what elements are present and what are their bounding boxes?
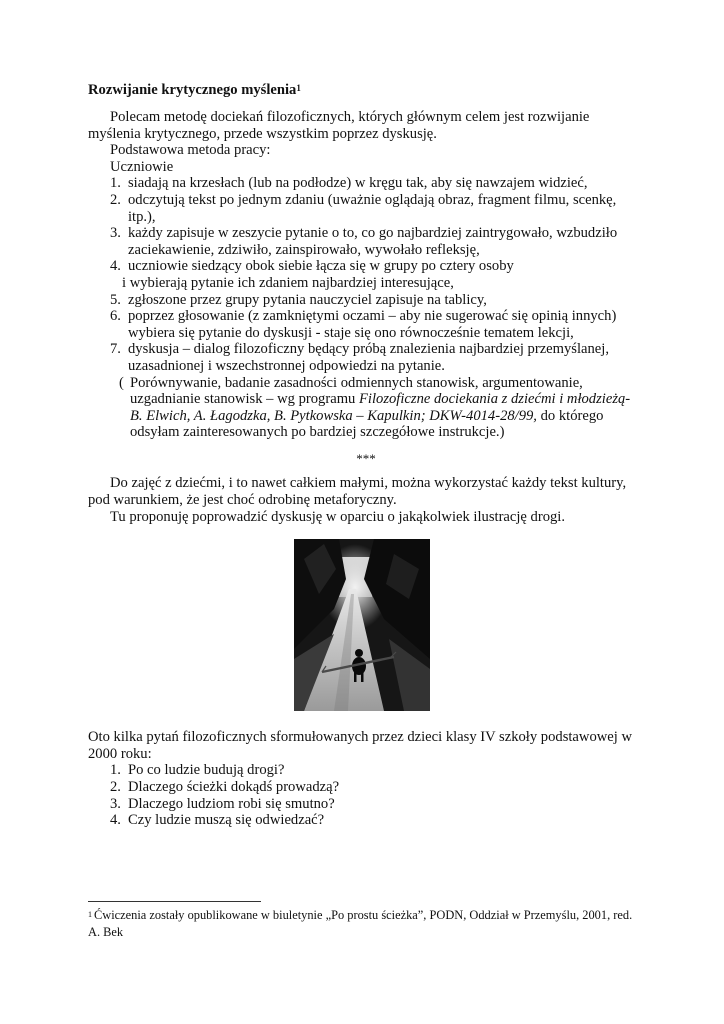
method-heading: Podstawowa metoda pracy: bbox=[110, 142, 271, 159]
steps-list bbox=[88, 175, 644, 374]
footnote-mark: 1 bbox=[88, 910, 92, 919]
footnote-ref: 1 bbox=[296, 83, 301, 93]
list-item-text: odczytują tekst po jednym zdaniu (uważnie oglądają obraz, fragment filmu, scenkę, itp.), bbox=[128, 191, 617, 225]
program-citation: Filozoficzne dociekania z dziećmi i młodzieżą- B. Elwich, A. Łagodzka, B. Pytkowska – Kapulkin; DKW-4014-28/99, bbox=[130, 391, 631, 424]
questions-list bbox=[88, 762, 644, 828]
paragraph: Do zajęć z dziećmi, i to nawet całkiem małymi, można wykorzystać każdy tekst kultury, pod warunkiem, że jest choć odrobinę metaforyczny. bbox=[88, 475, 627, 509]
list-item-text: Czy ludzie muszą się odwiedzać? bbox=[128, 812, 325, 829]
list-item-text: Dlaczego ludziom robi się smutno? bbox=[128, 795, 335, 812]
list-number: 3. bbox=[110, 225, 121, 242]
list-number: 3. bbox=[110, 795, 121, 812]
list-number: 7. bbox=[110, 341, 121, 358]
list-item-text: Po co ludzie budują drogi? bbox=[128, 762, 285, 779]
method-note bbox=[88, 375, 644, 441]
list-item bbox=[88, 192, 644, 225]
list-item bbox=[88, 292, 644, 309]
document-page bbox=[88, 82, 644, 829]
title-text: Rozwijanie krytycznego myślenia bbox=[88, 82, 297, 98]
list-item-text: uczniowie siedzący obok siebie łącza się w grupy po cztery osoby bbox=[128, 258, 514, 275]
list-item bbox=[88, 812, 644, 829]
list-item bbox=[88, 779, 644, 796]
list-number: 5. bbox=[110, 291, 121, 308]
list-number: 1. bbox=[110, 175, 121, 192]
list-item-text: Dlaczego ścieżki dokądś prowadzą? bbox=[128, 779, 340, 796]
road-dog-photo bbox=[294, 539, 430, 711]
list-number: 4. bbox=[110, 812, 121, 829]
list-number: 2. bbox=[110, 779, 121, 796]
footnote-text: Ćwiczenia zostały opublikowane w biuletynie „Po prostu ścieżka”, PODN, Oddział w Przemyślu, 2001, red. A. Bek bbox=[88, 908, 633, 939]
list-item bbox=[88, 225, 644, 258]
note-text-end: do którego odsyłam zainteresowanych po bardziej szczegółowe instrukcje.) bbox=[130, 407, 604, 441]
students-label: Uczniowie bbox=[110, 158, 174, 175]
list-number: 6. bbox=[110, 308, 121, 325]
questions-intro: Oto kilka pytań filozoficznych sformułowanych przez dzieci klasy IV szkoły podstawowej w 2000 roku: bbox=[88, 729, 633, 762]
page-title bbox=[88, 82, 644, 99]
list-number: 2. bbox=[110, 191, 121, 208]
note-open-paren: ( bbox=[119, 374, 124, 391]
photo-container bbox=[88, 539, 644, 711]
list-number: 1. bbox=[110, 762, 121, 779]
list-item bbox=[88, 258, 644, 291]
list-item bbox=[88, 175, 644, 192]
intro-paragraph: Polecam metodę dociekań filozoficznych, których głównym celem jest rozwijanie myślenia krytycznego, przede wszystkim poprzez dyskusję. bbox=[88, 109, 590, 142]
list-item bbox=[88, 308, 644, 341]
list-item bbox=[88, 762, 644, 779]
footnote bbox=[88, 907, 644, 941]
list-item-text: poprzez głosowanie (z zamkniętymi oczami – aby nie sugerować się opinią innych) wybiera się pytanie do dyskusji - staje się ono równocześnie tematem lekcji, bbox=[128, 308, 617, 341]
list-item bbox=[88, 341, 644, 374]
list-item-text: zgłoszone przez grupy pytania nauczyciel zapisuje na tablicy, bbox=[128, 291, 487, 308]
list-item-continuation: i wybierają pytanie ich zdaniem najbardziej interesujące, bbox=[122, 274, 454, 291]
paragraph: Tu proponuję poprowadzić dyskusję w oparciu o jakąkolwiek ilustrację drogi. bbox=[110, 508, 566, 525]
list-number: 4. bbox=[110, 258, 121, 275]
section-separator: *** bbox=[356, 450, 376, 466]
list-item bbox=[88, 796, 644, 813]
list-item-text: siadają na krzesłach (lub na podłodze) w kręgu tak, aby się nawzajem widzieć, bbox=[128, 175, 588, 192]
list-item-text: każdy zapisuje w zeszycie pytanie o to, co go najbardziej zaintrygowało, wzbudziło zaciekawienie, zdziwiło, zainspirowało, wywołało refleksję, bbox=[128, 225, 618, 258]
list-item-text: dyskusja – dialog filozoficzny będący próbą znalezienia najbardziej przemyślanej, uzasadnionej i wszechstronnej odpowiedzi na pytanie. bbox=[128, 341, 609, 374]
footnote-divider bbox=[88, 901, 261, 902]
note-text: Porównywanie, badanie zasadności odmiennych stanowisk, argumentowanie, uzgadnianie stanowisk – wg programu bbox=[130, 374, 583, 408]
